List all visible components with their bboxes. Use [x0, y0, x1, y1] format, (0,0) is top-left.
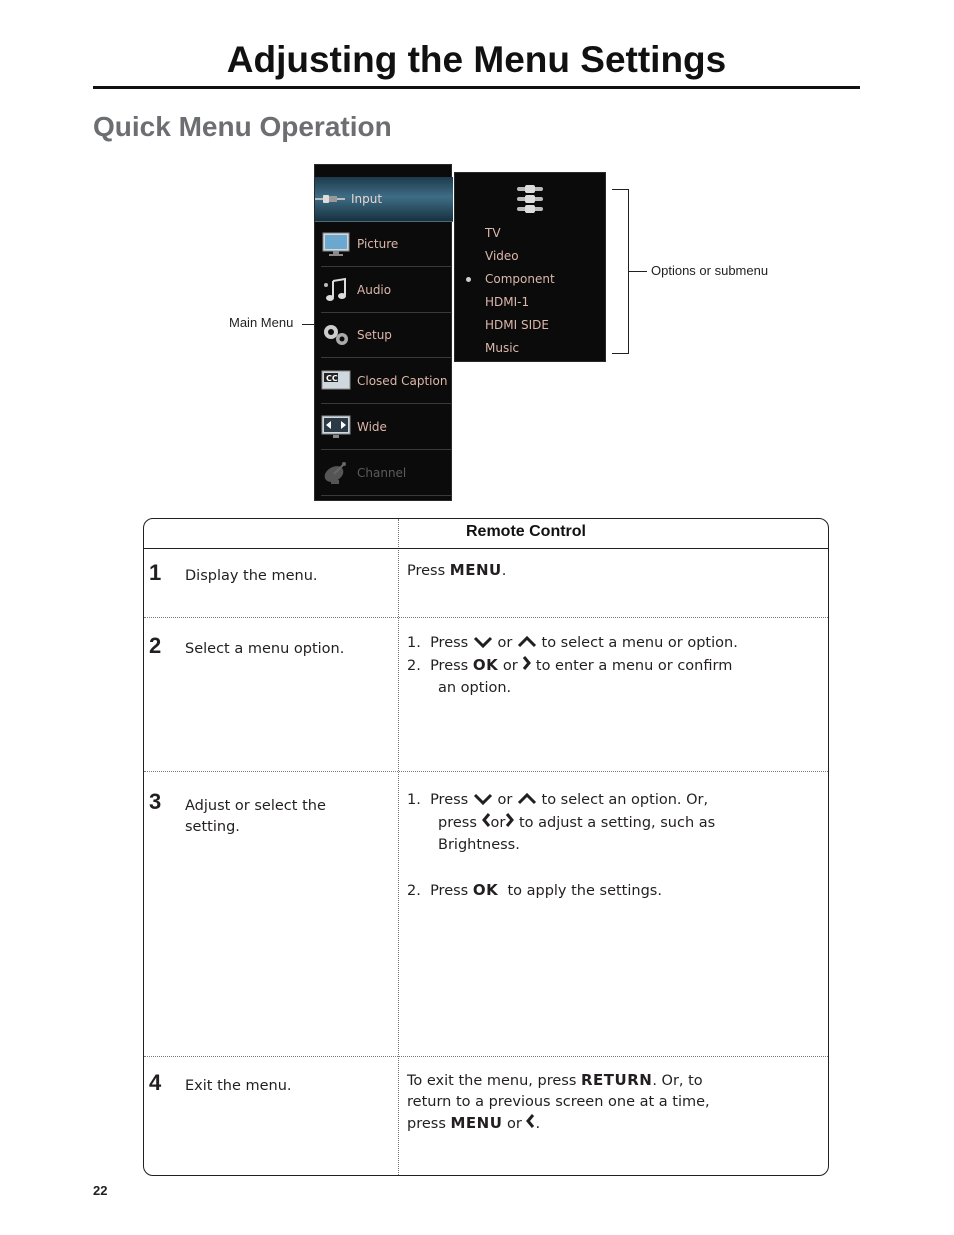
instruction-text: Press — [430, 658, 469, 674]
bracket-bottom — [612, 353, 629, 354]
wide-screen-icon — [321, 414, 351, 440]
main-menu-leader-line — [302, 324, 314, 325]
menu-item-audio[interactable] — [321, 268, 451, 313]
header-rule — [144, 548, 828, 549]
instruction-text: Press — [430, 635, 469, 651]
title-rule — [93, 86, 860, 89]
menu-item-label: Input — [351, 192, 383, 206]
down-arrow-icon — [473, 791, 493, 812]
instruction-text: Brightness. — [438, 837, 520, 853]
left-arrow-icon — [482, 812, 491, 835]
instruction-text: . — [535, 1116, 541, 1132]
sub-menu-panel — [454, 172, 606, 362]
main-menu-callout: Main Menu — [229, 315, 294, 330]
step-number: 2 — [149, 633, 162, 658]
instruction-text: Press — [430, 883, 469, 899]
instruction-text: or — [497, 635, 513, 651]
step-3-instructions — [407, 790, 817, 902]
section-title: Quick Menu Operation — [93, 111, 392, 142]
list-number: 2. — [407, 883, 421, 899]
menu-item-label: Wide — [357, 420, 387, 434]
menu-item-input[interactable] — [315, 177, 453, 222]
step-number: 4 — [149, 1070, 162, 1095]
input-connectors-icon — [517, 185, 543, 218]
row-divider — [144, 617, 828, 618]
menu-key-label: MENU — [449, 561, 502, 579]
main-menu-panel — [314, 164, 452, 501]
menu-item-label: Setup — [357, 328, 392, 342]
setup-gears-icon — [321, 322, 351, 348]
menu-key-label: MENU — [450, 1114, 503, 1132]
step-action: Display the menu. — [185, 568, 318, 584]
picture-monitor-icon — [321, 231, 351, 257]
step-number: 3 — [149, 789, 162, 814]
submenu-option-video[interactable]: Video — [485, 249, 519, 263]
step-4-instructions — [407, 1070, 817, 1136]
right-arrow-icon — [505, 812, 514, 835]
step-1-instructions — [407, 560, 817, 582]
step-number: 1 — [149, 560, 162, 585]
up-arrow-icon — [517, 791, 537, 812]
instruction-text: return to a previous screen one at a time, — [407, 1094, 710, 1110]
instruction-text: press — [438, 815, 477, 831]
bracket-top — [612, 189, 629, 190]
options-leader-line — [629, 271, 647, 272]
menu-item-picture[interactable] — [321, 222, 451, 267]
instruction-text: or — [507, 1116, 522, 1132]
ok-key-label: OK — [472, 881, 499, 899]
menu-item-label: Closed Caption — [357, 374, 448, 388]
instruction-text: . — [501, 563, 507, 579]
right-arrow-icon — [522, 655, 531, 678]
step-action: Select a menu option. — [185, 641, 345, 657]
steps-table — [143, 518, 829, 1176]
input-cable-icon — [315, 186, 345, 212]
step-action: Exit the menu. — [185, 1078, 292, 1094]
instruction-text: to adjust a setting, such as — [518, 815, 716, 831]
menu-item-label: Picture — [357, 237, 399, 251]
step-action: Adjust or select the setting. — [185, 798, 326, 835]
instruction-text: to enter a menu or confirm — [535, 658, 733, 674]
instruction-text: . Or, to — [652, 1073, 703, 1089]
instruction-text: to select an option. Or, — [541, 792, 709, 808]
selected-option-dot — [466, 277, 471, 282]
list-number: 1. — [407, 635, 421, 651]
submenu-option-music[interactable]: Music — [485, 341, 520, 355]
channel-antenna-icon — [321, 460, 351, 486]
step-2-instructions — [407, 633, 817, 699]
submenu-option-hdmi-side[interactable]: HDMI SIDE — [485, 318, 549, 332]
instruction-text: or — [497, 792, 513, 808]
instruction-text: or — [490, 815, 506, 831]
instruction-text: To exit the menu, press — [407, 1073, 577, 1089]
menu-item-label: Audio — [357, 283, 392, 297]
options-callout: Options or submenu — [651, 263, 769, 278]
remote-control-header: Remote Control — [466, 523, 586, 540]
menu-item-label: Channel — [357, 466, 407, 480]
list-number: 2. — [407, 658, 421, 674]
row-divider — [144, 771, 828, 772]
menu-item-closed-caption[interactable] — [321, 359, 451, 404]
instruction-text: or — [502, 658, 518, 674]
menu-item-wide[interactable] — [321, 405, 451, 450]
return-key-label: RETURN — [580, 1071, 653, 1089]
submenu-option-component[interactable]: Component — [485, 272, 555, 286]
list-number: 1. — [407, 792, 421, 808]
row-divider — [144, 1056, 828, 1057]
instruction-text: to select a menu or option. — [541, 635, 738, 651]
svg-text:CC: CC — [326, 374, 338, 383]
down-arrow-icon — [473, 634, 493, 655]
instruction-text: to apply the settings. — [507, 883, 662, 899]
menu-item-channel[interactable] — [321, 451, 451, 496]
instruction-text: Press — [407, 563, 446, 579]
audio-note-icon — [321, 277, 351, 303]
instruction-text: press — [407, 1116, 446, 1132]
page-title: Adjusting the Menu Settings — [226, 39, 727, 80]
page-number: 22 — [93, 1183, 108, 1198]
instruction-text: Press — [430, 792, 469, 808]
up-arrow-icon — [517, 634, 537, 655]
ok-key-label: OK — [472, 656, 499, 674]
instruction-text: an option. — [438, 680, 512, 696]
submenu-option-hdmi-1[interactable]: HDMI-1 — [485, 295, 530, 309]
closed-caption-icon — [321, 368, 351, 394]
menu-item-setup[interactable] — [321, 313, 451, 358]
submenu-option-tv[interactable]: TV — [485, 226, 501, 240]
